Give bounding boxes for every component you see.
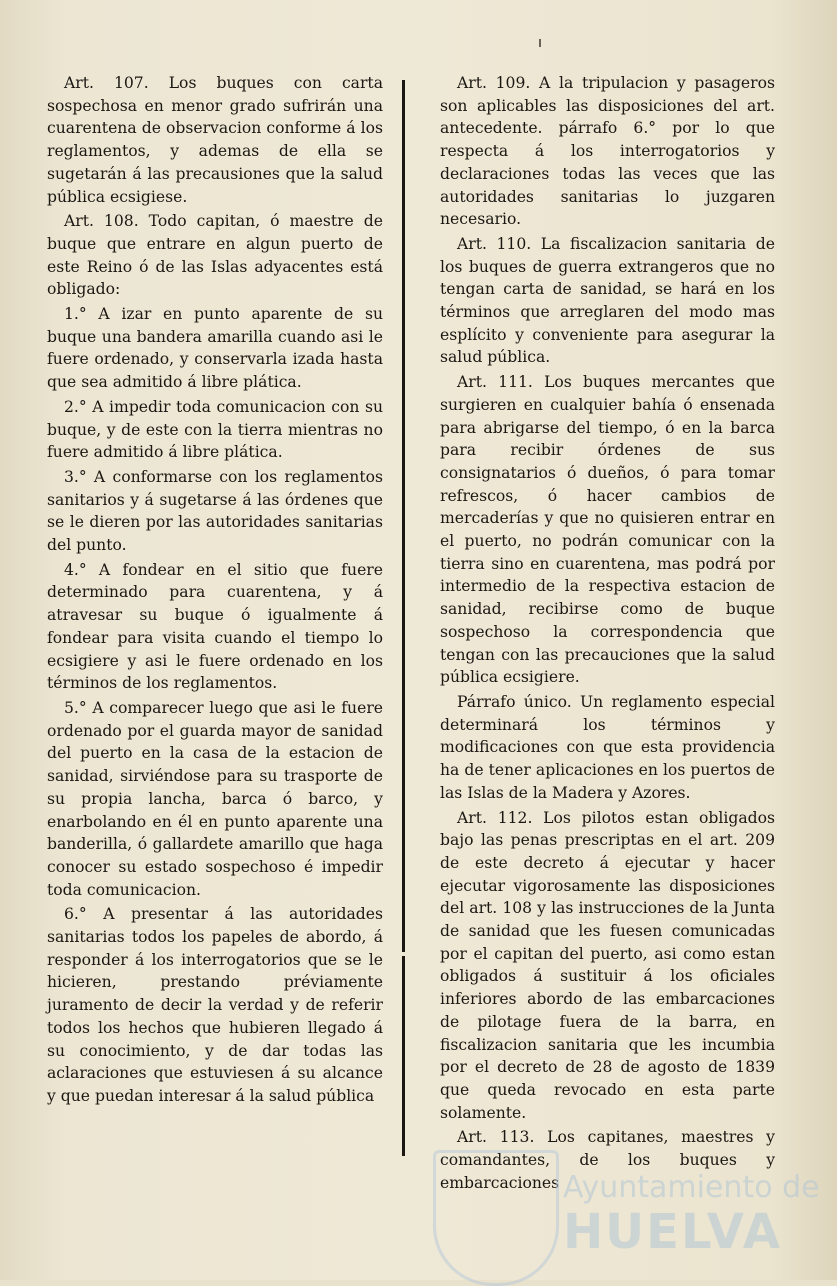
paragraph-art-111: Art. 111. Los buques mercantes que surgieren en cualquier bahía ó ensenada para abrigarse del tiempo, ó en la barca para recibir órdenes de sus consignatarios ó dueños, ó para tomar refrescos, ó hacer cambios de mercaderías y que no quisieren entrar en el puerto, no podrán comunicar con la tierra sino en cuarentena, mas podrá por intermedio de la respectiva estacion de sanidad, recibirse como de buque sospechoso la correspondencia que tengan con las precauciones que la salud pública ecsigiere. (440, 373, 775, 687)
paragraph-art-108-item-1: 1.° A izar en punto aparente de su buque una bandera amarilla cuando asi le fuere ordenado, y conservarla izada hasta que sea admitido á libre plática. (47, 305, 383, 392)
paragraph-art-108-item-2: 2.° A impedir toda comunicacion con su buque, y de este con la tierra mientras no fuere admitido á libre plática. (47, 397, 383, 462)
left-column (47, 72, 383, 1110)
paragraph-art-112: Art. 112. Los pilotos estan obligados bajo las penas prescriptas en el art. 209 de este decreto á ejecutar y hacer ejecutar vigorosamente las disposiciones del art. 108 y las instrucciones de la Junta de sanidad que les fuesen comunicadas por el capitan del puerto, asi como estan obligados á sustituir á los oficiales inferiores abordo de las embarcaciones de pilotage fuera de la barra, en fiscalizacion sanitaria que les incumbia por el decreto de 28 de agosto de 1839 que queda revocado en esta parte solamente. (440, 808, 775, 1122)
coat-of-arms-icon (433, 1150, 559, 1286)
column-divider-lower (402, 956, 405, 1156)
paragraph-art-113: Art. 113. Los capitanes, maestres y comandantes, de los buques y embarcaciones (440, 1128, 775, 1192)
paragraph-art-107: Art. 107. Los buques con carta sospechosa en menor grado sufrirán una cuarentena de observacion conforme á los reglamentos, y ademas de ella se sugetarán á las precausiones que la salud pública ecsigiese. (47, 74, 383, 206)
watermark-line-2: HUELVA (563, 1204, 782, 1260)
column-divider-upper (402, 80, 405, 952)
paragraph-art-108-item-3: 3.° A conformarse con los reglamentos sanitarios y á sugetarse á las órdenes que se le dieren por las autoridades sanitarias del punto. (47, 467, 383, 555)
paragraph-art-108-item-5: 5.° A comparecer luego que asi le fuere ordenado por el guarda mayor de sanidad del puerto en la casa de la estacion de sanidad, sirviéndose para su trasporte de su propia lancha, barca ó barco, y enarbolando en él en punto aparente una banderilla, ó gallardete amarillo que haga conocer su estado sospechoso é impedir toda comunicacion. (47, 698, 383, 899)
watermark-line-1: Ayuntamiento de (563, 1170, 820, 1205)
page-mark (539, 39, 541, 47)
paragraph-art-110: Art. 110. La fiscalizacion sanitaria de los buques de guerra extrangeros que no tengan carta de sanidad, se hará en los términos que arreglaren del modo mas esplícito y conveniente para asegurar la salud pública. (440, 234, 775, 367)
right-column (440, 72, 775, 1196)
ayuntamiento-huelva-watermark (415, 1120, 820, 1280)
paragraph-art-108-item-6: 6.° A presentar á las autoridades sanitarias todos los papeles de abordo, á responder á los interrogatorios que se le hicieren, prestando préviamente juramento de decir la verdad y de referir todos los hechos que hubieren llegado á su conocimiento, y de dar todas las aclaraciones que estuviesen á su alcance y que puedan interesar á la salud pública (47, 905, 383, 1105)
paragraph-art-108: Art. 108. Todo capitan, ó maestre de buque que entrare en algun puerto de este Reino ó de las Islas adyacentes está obligado: (47, 212, 383, 299)
paragraph-parrafo-unico: Párrafo único. Un reglamento especial determinará los términos y modificaciones con que esta providencia ha de tener aplicaciones en los puertos de las Islas de la Madera y Azores. (440, 692, 775, 802)
paragraph-art-109: Art. 109. A la tripulacion y pasageros son aplicables las disposiciones del art. antecedente. párrafo 6.° por lo que respecta á los interrogatorios y declaraciones todas las veces que las autoridades sanitarias lo juzgaren necesario. (440, 74, 775, 229)
paragraph-art-108-item-4: 4.° A fondear en el sitio que fuere determinado para cuarentena, y á atravesar su buque ó igualmente á fondear para visita cuando el tiempo lo ecsigiere y asi le fuere ordenado en los términos de los reglamentos. (47, 560, 383, 693)
